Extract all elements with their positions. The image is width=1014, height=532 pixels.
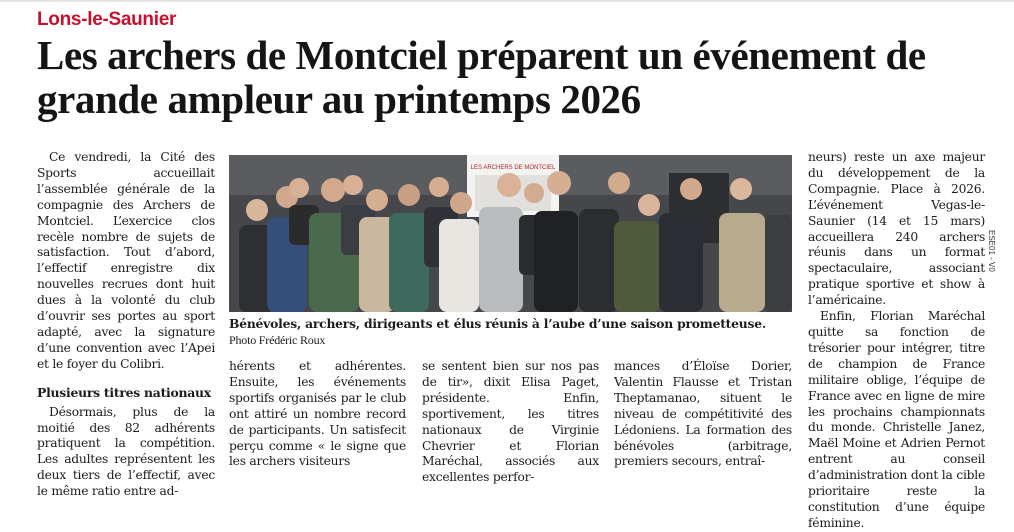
subheading: Plusieurs titres nationaux [37, 384, 211, 400]
column-1 [37, 150, 215, 500]
banner-text: LES ARCHERS DE MONTCIEL [470, 165, 556, 171]
column-5-paragraph-2: Enfin, Florian Maréchal quitte sa fonction de trésorier pour intégrer, titre de champion de France militaire oblige, l’équipe de France avec en ligne de mire les prochains championnats du monde. Christelle Janez, Maël Moine et Adrien Pernot entrent au conseil d’administration dont la cible prioritaire reste la constitution d’une équipe féminine. [808, 309, 985, 530]
column-4 [614, 359, 792, 470]
caption-text: Bénévoles, archers, dirigeants et élus réunis à l’aube d’une saison prometteuse. [229, 316, 766, 331]
side-code: ESE01 - V0 [987, 230, 996, 272]
column-4-paragraph: mances d’Éloïse Dorier, Valentin Flausse et Tristan Theptamanao, situent le niveau de compétitivité des Lédoniens. La formation des bénévoles (arbitrage, premiers secours, entraî- [614, 359, 792, 469]
column-3-paragraph: se sentent bien sur nos pas de tir», dixit Elisa Paget, présidente. Enfin, sportivement, les titres nationaux de Virginie Chevrier et Florian Maréchal, associés aux excellentes perfor- [422, 359, 599, 485]
group-photo-illustration [229, 155, 792, 312]
column-5 [808, 150, 985, 532]
column-1-paragraph-2: Désormais, plus de la moitié des 82 adhérents pratiquent la compétition. Les adultes représentent les deux tiers de l’effectif, avec le même ratio entre ad- [37, 404, 215, 499]
column-2 [229, 359, 406, 470]
photo-credit: Photo Frédéric Roux [229, 332, 326, 347]
column-1-paragraph: Ce vendredi, la Cité des Sports accueillait l’assemblée générale de la compagnie des Archers de Montciel. L’exercice clos recèle nombre de sujets de satisfaction. Tout d’abord, l’effectif enregistre dix nouvelles recrues dont huit dues à la volonté du club d’ouvrir ses portes au sport adapté, avec la signature d’une convention avec l’Apei et le foyer du Colibri. [37, 150, 215, 371]
column-3 [422, 359, 599, 486]
section-rubric: Lons-le-Saunier [37, 9, 177, 30]
article-headline: Les archers de Montciel préparent un événement de grande ampleur au printemps 2026 [37, 32, 926, 122]
column-2-paragraph: hérents et adhérentes. Ensuite, les événements sportifs organisés par le club ont attiré un nombre record de participants. Un satisfecit perçu comme « le signe que les archers visiteurs [229, 359, 406, 469]
article-photo [229, 155, 792, 312]
top-rule [0, 0, 1014, 2]
photo-caption [229, 316, 792, 348]
column-5-paragraph: neurs) reste un axe majeur du développement de la Compagnie. Place à 2026. L’événement Vegas-le-Saunier (14 et 15 mars) accueillera 240 archers réunis dans un format spectaculaire, associant pratique sportive et show à l’américaine. [808, 150, 985, 308]
